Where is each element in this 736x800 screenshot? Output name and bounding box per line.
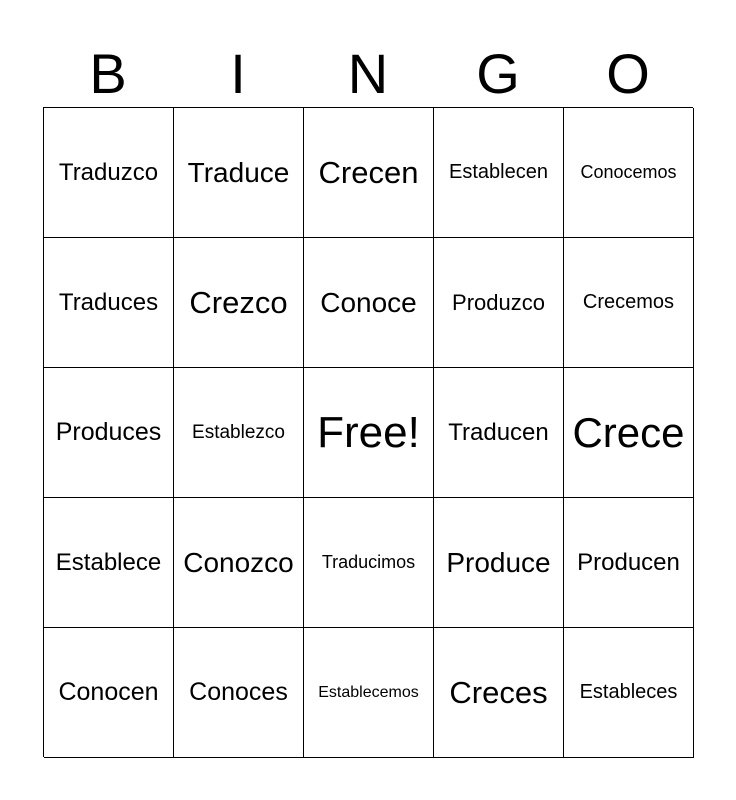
bingo-cell: Traducen (434, 368, 564, 498)
bingo-cell: Traduce (174, 108, 304, 238)
bingo-cell: Conocen (44, 628, 174, 758)
bingo-cell: Producen (564, 498, 694, 628)
header-letter-i: I (230, 42, 246, 105)
bingo-cell: Crece (564, 368, 694, 498)
free-space-cell: Free! (304, 368, 434, 498)
bingo-cell: Conoces (174, 628, 304, 758)
bingo-header (43, 40, 693, 108)
bingo-cell: Produzco (434, 238, 564, 368)
bingo-cell: Creces (434, 628, 564, 758)
header-letter-n: N (347, 42, 389, 105)
bingo-cell: Crezco (174, 238, 304, 368)
bingo-cell: Traducimos (304, 498, 434, 628)
header-letter-o: O (606, 42, 650, 105)
bingo-cell: Produces (44, 368, 174, 498)
bingo-cell: Conozco (174, 498, 304, 628)
header-letter-b: B (89, 42, 127, 105)
bingo-cell: Establecen (434, 108, 564, 238)
header-letter-g: G (476, 42, 520, 105)
bingo-board (43, 107, 693, 757)
bingo-cell: Traduzco (44, 108, 174, 238)
bingo-cell: Crecen (304, 108, 434, 238)
bingo-cell: Conoce (304, 238, 434, 368)
bingo-cell: Traduces (44, 238, 174, 368)
bingo-cell: Estableces (564, 628, 694, 758)
bingo-cell: Conocemos (564, 108, 694, 238)
bingo-cell: Establece (44, 498, 174, 628)
bingo-cell: Establezco (174, 368, 304, 498)
bingo-cell: Produce (434, 498, 564, 628)
bingo-cell: Establecemos (304, 628, 434, 758)
bingo-cell: Crecemos (564, 238, 694, 368)
